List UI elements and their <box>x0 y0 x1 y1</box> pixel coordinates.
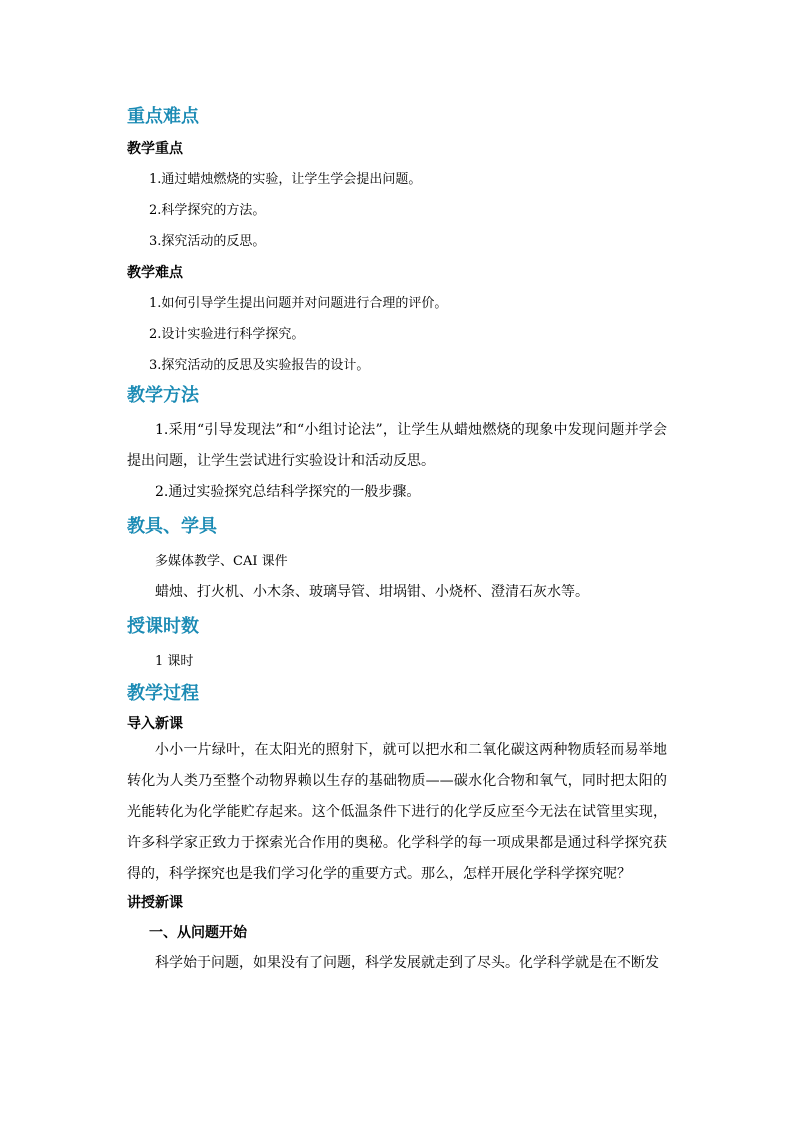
hours-value: 1 课时 <box>155 654 194 669</box>
lecture-heading: 一、从问题开始 <box>149 925 247 941</box>
tools-line: 多媒体教学、CAI 课件 <box>155 554 288 569</box>
difficulty-item: 3.探究活动的反思及实验报告的设计。 <box>149 358 370 373</box>
difficulty-item: 2.设计实验进行科学探究。 <box>149 327 305 342</box>
subsection-title-lecture: 讲授新课 <box>127 895 183 911</box>
section-title-tools: 教具、学具 <box>127 516 217 537</box>
subsection-title-intro: 导入新课 <box>127 716 183 732</box>
section-title-process: 教学过程 <box>127 683 199 704</box>
subsection-title-difficulty: 教学难点 <box>127 265 183 281</box>
document-page <box>127 104 667 979</box>
subsection-title-focus: 教学重点 <box>127 141 183 157</box>
focus-item: 1.通过蜡烛燃烧的实验，让学生学会提出问题。 <box>149 172 422 187</box>
difficulty-item: 1.如何引导学生提出问题并对问题进行合理的评价。 <box>149 296 448 311</box>
focus-item: 2.科学探究的方法。 <box>149 203 266 218</box>
section-title-methods: 教学方法 <box>127 385 199 406</box>
focus-item: 3.探究活动的反思。 <box>149 234 266 249</box>
section-title-key-points: 重点难点 <box>127 106 199 127</box>
lecture-paragraph: 科学始于问题，如果没有了问题，科学发展就走到了尽头。化学科学就是在不断发 <box>155 955 659 971</box>
method-paragraph: 1.采用“引导发现法”和“小组讨论法”，让学生从蜡烛燃烧的现象中发现问题并学会提出问题，让学生尝试进行实验设计和活动反思。 <box>127 422 667 469</box>
tools-line: 蜡烛、打火机、小木条、玻璃导管、坩埚钳、小烧杯、澄清石灰水等。 <box>155 584 589 600</box>
method-paragraph: 2.通过实验探究总结科学探究的一般步骤。 <box>155 484 421 500</box>
intro-paragraph: 小小一片绿叶，在太阳光的照射下，就可以把水和二氧化碳这两种物质轻而易举地转化为人类乃至整个动物界赖以生存的基础物质——碳水化合物和氧气，同时把太阳的光能转化为化学能贮存起来。这个低温条件下进行的化学反应至今无法在试管里实现，许多科学家正致力于探索光合作用的奥秘。化学科学的每一项成果都是通过科学探究获得的，科学探究也是我们学习化学的重要方式。那么，怎样开展化学科学探究呢？ <box>127 742 667 882</box>
section-title-hours: 授课时数 <box>127 616 199 637</box>
